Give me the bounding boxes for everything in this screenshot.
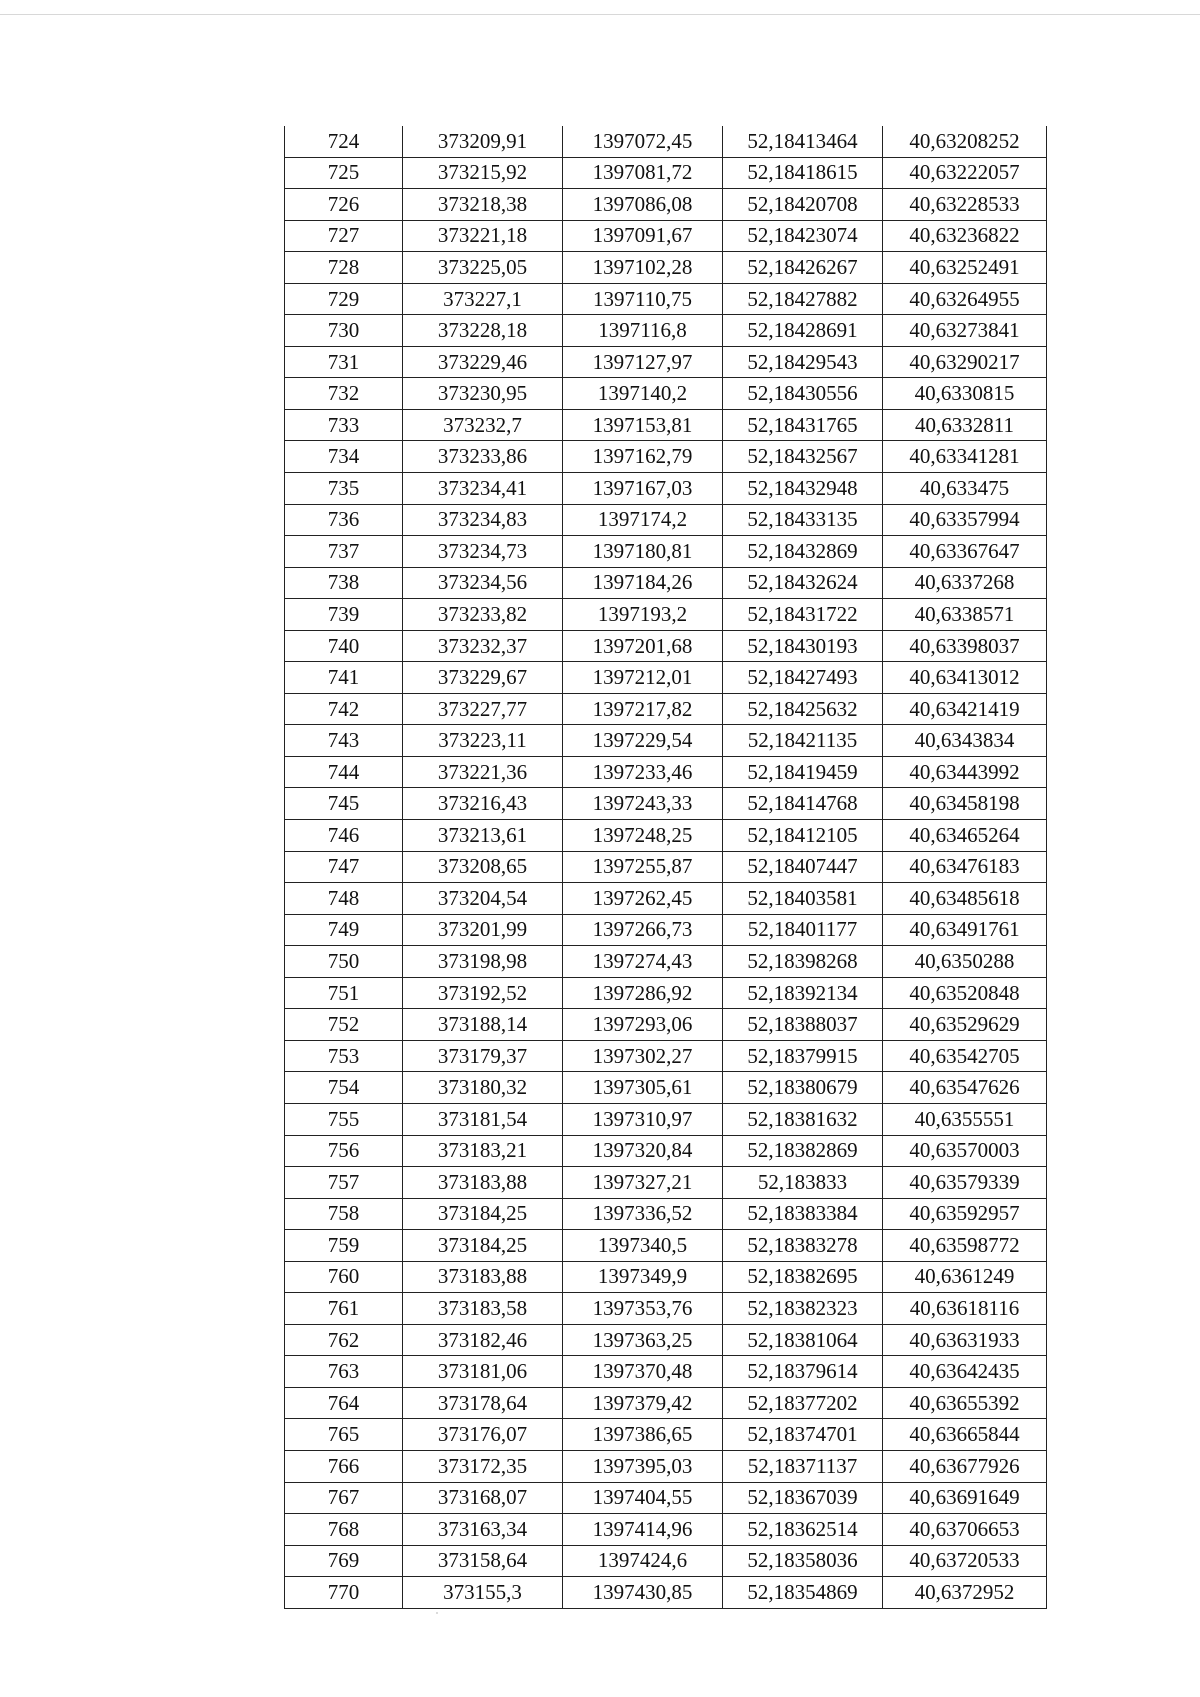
x-coordinate-cell: 373188,14: [403, 1009, 563, 1041]
latitude-cell: 52,18381064: [723, 1324, 883, 1356]
y-coordinate-cell: 1397217,82: [563, 693, 723, 725]
table-row: [285, 1040, 1047, 1072]
table-row: [285, 1419, 1047, 1451]
longitude-cell: 40,63491761: [883, 914, 1047, 946]
x-coordinate-cell: 373184,25: [403, 1198, 563, 1230]
point-number-cell: 738: [285, 567, 403, 599]
latitude-cell: 52,18432869: [723, 536, 883, 568]
latitude-cell: 52,18426267: [723, 252, 883, 284]
point-number-cell: 728: [285, 252, 403, 284]
point-number-cell: 740: [285, 630, 403, 662]
longitude-cell: 40,6355551: [883, 1103, 1047, 1135]
x-coordinate-cell: 373234,56: [403, 567, 563, 599]
table-row: [285, 1482, 1047, 1514]
longitude-cell: 40,63598772: [883, 1230, 1047, 1262]
y-coordinate-cell: 1397081,72: [563, 157, 723, 189]
y-coordinate-cell: 1397102,28: [563, 252, 723, 284]
x-coordinate-cell: 373192,52: [403, 977, 563, 1009]
y-coordinate-cell: 1397140,2: [563, 378, 723, 410]
longitude-cell: 40,63443992: [883, 756, 1047, 788]
x-coordinate-cell: 373218,38: [403, 189, 563, 221]
latitude-cell: 52,18432948: [723, 473, 883, 505]
table-row: [285, 567, 1047, 599]
x-coordinate-cell: 373208,65: [403, 851, 563, 883]
longitude-cell: 40,6330815: [883, 378, 1047, 410]
y-coordinate-cell: 1397229,54: [563, 725, 723, 757]
table-row: [285, 126, 1047, 157]
longitude-cell: 40,63236822: [883, 220, 1047, 252]
y-coordinate-cell: 1397266,73: [563, 914, 723, 946]
point-number-cell: 741: [285, 662, 403, 694]
point-number-cell: 768: [285, 1514, 403, 1546]
y-coordinate-cell: 1397430,85: [563, 1577, 723, 1609]
x-coordinate-cell: 373172,35: [403, 1450, 563, 1482]
latitude-cell: 52,18407447: [723, 851, 883, 883]
y-coordinate-cell: 1397305,61: [563, 1072, 723, 1104]
y-coordinate-cell: 1397386,65: [563, 1419, 723, 1451]
latitude-cell: 52,183833: [723, 1167, 883, 1199]
point-number-cell: 736: [285, 504, 403, 536]
table-row: [285, 977, 1047, 1009]
latitude-cell: 52,18429543: [723, 346, 883, 378]
latitude-cell: 52,18427882: [723, 283, 883, 315]
latitude-cell: 52,18421135: [723, 725, 883, 757]
y-coordinate-cell: 1397274,43: [563, 946, 723, 978]
y-coordinate-cell: 1397180,81: [563, 536, 723, 568]
y-coordinate-cell: 1397184,26: [563, 567, 723, 599]
y-coordinate-cell: 1397286,92: [563, 977, 723, 1009]
point-number-cell: 746: [285, 820, 403, 852]
latitude-cell: 52,18358036: [723, 1545, 883, 1577]
x-coordinate-cell: 373233,82: [403, 599, 563, 631]
x-coordinate-cell: 373227,77: [403, 693, 563, 725]
latitude-cell: 52,18433135: [723, 504, 883, 536]
x-coordinate-cell: 373183,88: [403, 1167, 563, 1199]
table-row: [285, 536, 1047, 568]
point-number-cell: 769: [285, 1545, 403, 1577]
longitude-cell: 40,63421419: [883, 693, 1047, 725]
x-coordinate-cell: 373168,07: [403, 1482, 563, 1514]
table-row: [285, 504, 1047, 536]
y-coordinate-cell: 1397424,6: [563, 1545, 723, 1577]
y-coordinate-cell: 1397349,9: [563, 1261, 723, 1293]
y-coordinate-cell: 1397320,84: [563, 1135, 723, 1167]
longitude-cell: 40,63476183: [883, 851, 1047, 883]
y-coordinate-cell: 1397379,42: [563, 1387, 723, 1419]
longitude-cell: 40,63341281: [883, 441, 1047, 473]
x-coordinate-cell: 373215,92: [403, 157, 563, 189]
table-row: [285, 788, 1047, 820]
longitude-cell: 40,6338571: [883, 599, 1047, 631]
latitude-cell: 52,18380679: [723, 1072, 883, 1104]
longitude-cell: 40,63222057: [883, 157, 1047, 189]
table-row: [285, 946, 1047, 978]
x-coordinate-cell: 373233,86: [403, 441, 563, 473]
x-coordinate-cell: 373179,37: [403, 1040, 563, 1072]
y-coordinate-cell: 1397116,8: [563, 315, 723, 347]
longitude-cell: 40,63547626: [883, 1072, 1047, 1104]
x-coordinate-cell: 373234,73: [403, 536, 563, 568]
point-number-cell: 749: [285, 914, 403, 946]
longitude-cell: 40,63529629: [883, 1009, 1047, 1041]
table-row: [285, 1324, 1047, 1356]
table-row: [285, 220, 1047, 252]
point-number-cell: 751: [285, 977, 403, 1009]
x-coordinate-cell: 373198,98: [403, 946, 563, 978]
table-row: [285, 473, 1047, 505]
point-number-cell: 770: [285, 1577, 403, 1609]
x-coordinate-cell: 373204,54: [403, 883, 563, 915]
point-number-cell: 750: [285, 946, 403, 978]
table-row: [285, 189, 1047, 221]
table-row: [285, 1545, 1047, 1577]
point-number-cell: 752: [285, 1009, 403, 1041]
x-coordinate-cell: 373158,64: [403, 1545, 563, 1577]
table-row: [285, 883, 1047, 915]
scan-speck: [436, 1612, 438, 1614]
point-number-cell: 724: [285, 126, 403, 157]
latitude-cell: 52,18418615: [723, 157, 883, 189]
y-coordinate-cell: 1397086,08: [563, 189, 723, 221]
table-row: [285, 1261, 1047, 1293]
x-coordinate-cell: 373209,91: [403, 126, 563, 157]
longitude-cell: 40,63273841: [883, 315, 1047, 347]
point-number-cell: 744: [285, 756, 403, 788]
x-coordinate-cell: 373213,61: [403, 820, 563, 852]
x-coordinate-cell: 373232,7: [403, 409, 563, 441]
table-row: [285, 283, 1047, 315]
table-row: [285, 756, 1047, 788]
table-row: [285, 693, 1047, 725]
x-coordinate-cell: 373183,21: [403, 1135, 563, 1167]
point-number-cell: 757: [285, 1167, 403, 1199]
y-coordinate-cell: 1397255,87: [563, 851, 723, 883]
x-coordinate-cell: 373234,83: [403, 504, 563, 536]
latitude-cell: 52,18419459: [723, 756, 883, 788]
y-coordinate-cell: 1397340,5: [563, 1230, 723, 1262]
table-row: [285, 1198, 1047, 1230]
latitude-cell: 52,18425632: [723, 693, 883, 725]
y-coordinate-cell: 1397414,96: [563, 1514, 723, 1546]
point-number-cell: 764: [285, 1387, 403, 1419]
longitude-cell: 40,63720533: [883, 1545, 1047, 1577]
table-row: [285, 409, 1047, 441]
point-number-cell: 734: [285, 441, 403, 473]
x-coordinate-cell: 373221,36: [403, 756, 563, 788]
point-number-cell: 737: [285, 536, 403, 568]
longitude-cell: 40,63691649: [883, 1482, 1047, 1514]
y-coordinate-cell: 1397174,2: [563, 504, 723, 536]
y-coordinate-cell: 1397091,67: [563, 220, 723, 252]
longitude-cell: 40,63631933: [883, 1324, 1047, 1356]
longitude-cell: 40,63592957: [883, 1198, 1047, 1230]
latitude-cell: 52,18383278: [723, 1230, 883, 1262]
point-number-cell: 753: [285, 1040, 403, 1072]
latitude-cell: 52,18374701: [723, 1419, 883, 1451]
point-number-cell: 756: [285, 1135, 403, 1167]
latitude-cell: 52,18430556: [723, 378, 883, 410]
longitude-cell: 40,63706653: [883, 1514, 1047, 1546]
longitude-cell: 40,63579339: [883, 1167, 1047, 1199]
point-number-cell: 743: [285, 725, 403, 757]
table-row: [285, 315, 1047, 347]
latitude-cell: 52,18427493: [723, 662, 883, 694]
point-number-cell: 754: [285, 1072, 403, 1104]
point-number-cell: 758: [285, 1198, 403, 1230]
longitude-cell: 40,63228533: [883, 189, 1047, 221]
latitude-cell: 52,18388037: [723, 1009, 883, 1041]
y-coordinate-cell: 1397162,79: [563, 441, 723, 473]
table-row: [285, 1103, 1047, 1135]
longitude-cell: 40,63264955: [883, 283, 1047, 315]
longitude-cell: 40,63570003: [883, 1135, 1047, 1167]
y-coordinate-cell: 1397293,06: [563, 1009, 723, 1041]
y-coordinate-cell: 1397327,21: [563, 1167, 723, 1199]
latitude-cell: 52,18430193: [723, 630, 883, 662]
latitude-cell: 52,18379915: [723, 1040, 883, 1072]
x-coordinate-cell: 373232,37: [403, 630, 563, 662]
point-number-cell: 747: [285, 851, 403, 883]
point-number-cell: 735: [285, 473, 403, 505]
y-coordinate-cell: 1397243,33: [563, 788, 723, 820]
latitude-cell: 52,18382869: [723, 1135, 883, 1167]
table-row: [285, 441, 1047, 473]
latitude-cell: 52,18403581: [723, 883, 883, 915]
x-coordinate-cell: 373221,18: [403, 220, 563, 252]
table-row: [285, 725, 1047, 757]
x-coordinate-cell: 373216,43: [403, 788, 563, 820]
latitude-cell: 52,18383384: [723, 1198, 883, 1230]
latitude-cell: 52,18367039: [723, 1482, 883, 1514]
latitude-cell: 52,18414768: [723, 788, 883, 820]
longitude-cell: 40,63642435: [883, 1356, 1047, 1388]
latitude-cell: 52,18423074: [723, 220, 883, 252]
y-coordinate-cell: 1397336,52: [563, 1198, 723, 1230]
table-row: [285, 252, 1047, 284]
y-coordinate-cell: 1397395,03: [563, 1450, 723, 1482]
longitude-cell: 40,63252491: [883, 252, 1047, 284]
point-number-cell: 727: [285, 220, 403, 252]
x-coordinate-cell: 373183,58: [403, 1293, 563, 1325]
point-number-cell: 733: [285, 409, 403, 441]
longitude-cell: 40,63542705: [883, 1040, 1047, 1072]
longitude-cell: 40,6343834: [883, 725, 1047, 757]
table-row: [285, 914, 1047, 946]
table-row: [285, 662, 1047, 694]
longitude-cell: 40,63458198: [883, 788, 1047, 820]
coordinates-table-body: [285, 126, 1047, 1608]
point-number-cell: 762: [285, 1324, 403, 1356]
point-number-cell: 739: [285, 599, 403, 631]
latitude-cell: 52,18431722: [723, 599, 883, 631]
y-coordinate-cell: 1397262,45: [563, 883, 723, 915]
y-coordinate-cell: 1397110,75: [563, 283, 723, 315]
point-number-cell: 767: [285, 1482, 403, 1514]
latitude-cell: 52,18413464: [723, 126, 883, 157]
latitude-cell: 52,18377202: [723, 1387, 883, 1419]
y-coordinate-cell: 1397248,25: [563, 820, 723, 852]
point-number-cell: 759: [285, 1230, 403, 1262]
latitude-cell: 52,18379614: [723, 1356, 883, 1388]
longitude-cell: 40,6350288: [883, 946, 1047, 978]
point-number-cell: 729: [285, 283, 403, 315]
point-number-cell: 732: [285, 378, 403, 410]
latitude-cell: 52,18420708: [723, 189, 883, 221]
y-coordinate-cell: 1397153,81: [563, 409, 723, 441]
latitude-cell: 52,18431765: [723, 409, 883, 441]
y-coordinate-cell: 1397302,27: [563, 1040, 723, 1072]
latitude-cell: 52,18428691: [723, 315, 883, 347]
y-coordinate-cell: 1397201,68: [563, 630, 723, 662]
latitude-cell: 52,18382695: [723, 1261, 883, 1293]
longitude-cell: 40,63398037: [883, 630, 1047, 662]
x-coordinate-cell: 373155,3: [403, 1577, 563, 1609]
latitude-cell: 52,18398268: [723, 946, 883, 978]
y-coordinate-cell: 1397363,25: [563, 1324, 723, 1356]
table-row: [285, 1230, 1047, 1262]
y-coordinate-cell: 1397353,76: [563, 1293, 723, 1325]
x-coordinate-cell: 373163,34: [403, 1514, 563, 1546]
x-coordinate-cell: 373184,25: [403, 1230, 563, 1262]
x-coordinate-cell: 373229,46: [403, 346, 563, 378]
y-coordinate-cell: 1397233,46: [563, 756, 723, 788]
table-row: [285, 1135, 1047, 1167]
table-row: [285, 1387, 1047, 1419]
point-number-cell: 763: [285, 1356, 403, 1388]
point-number-cell: 748: [285, 883, 403, 915]
x-coordinate-cell: 373229,67: [403, 662, 563, 694]
point-number-cell: 760: [285, 1261, 403, 1293]
x-coordinate-cell: 373225,05: [403, 252, 563, 284]
table-row: [285, 820, 1047, 852]
table-row: [285, 1072, 1047, 1104]
table-row: [285, 851, 1047, 883]
latitude-cell: 52,18432567: [723, 441, 883, 473]
table-row: [285, 1293, 1047, 1325]
scan-edge-line: [0, 14, 1200, 15]
table-row: [285, 1009, 1047, 1041]
x-coordinate-cell: 373182,46: [403, 1324, 563, 1356]
longitude-cell: 40,63677926: [883, 1450, 1047, 1482]
longitude-cell: 40,633475: [883, 473, 1047, 505]
x-coordinate-cell: 373181,54: [403, 1103, 563, 1135]
point-number-cell: 766: [285, 1450, 403, 1482]
latitude-cell: 52,18401177: [723, 914, 883, 946]
latitude-cell: 52,18432624: [723, 567, 883, 599]
longitude-cell: 40,63520848: [883, 977, 1047, 1009]
point-number-cell: 745: [285, 788, 403, 820]
table-row: [285, 346, 1047, 378]
y-coordinate-cell: 1397167,03: [563, 473, 723, 505]
point-number-cell: 726: [285, 189, 403, 221]
longitude-cell: 40,63208252: [883, 126, 1047, 157]
table-row: [285, 599, 1047, 631]
latitude-cell: 52,18381632: [723, 1103, 883, 1135]
x-coordinate-cell: 373223,11: [403, 725, 563, 757]
point-number-cell: 761: [285, 1293, 403, 1325]
point-number-cell: 742: [285, 693, 403, 725]
longitude-cell: 40,6337268: [883, 567, 1047, 599]
point-number-cell: 731: [285, 346, 403, 378]
y-coordinate-cell: 1397072,45: [563, 126, 723, 157]
longitude-cell: 40,6372952: [883, 1577, 1047, 1609]
table-row: [285, 1450, 1047, 1482]
longitude-cell: 40,63665844: [883, 1419, 1047, 1451]
x-coordinate-cell: 373201,99: [403, 914, 563, 946]
y-coordinate-cell: 1397370,48: [563, 1356, 723, 1388]
table-row: [285, 157, 1047, 189]
point-number-cell: 755: [285, 1103, 403, 1135]
y-coordinate-cell: 1397212,01: [563, 662, 723, 694]
table-row: [285, 1577, 1047, 1609]
table-row: [285, 378, 1047, 410]
longitude-cell: 40,63465264: [883, 820, 1047, 852]
table-row: [285, 1514, 1047, 1546]
longitude-cell: 40,63357994: [883, 504, 1047, 536]
longitude-cell: 40,63367647: [883, 536, 1047, 568]
y-coordinate-cell: 1397127,97: [563, 346, 723, 378]
latitude-cell: 52,18362514: [723, 1514, 883, 1546]
y-coordinate-cell: 1397404,55: [563, 1482, 723, 1514]
point-number-cell: 725: [285, 157, 403, 189]
table-row: [285, 630, 1047, 662]
longitude-cell: 40,6361249: [883, 1261, 1047, 1293]
latitude-cell: 52,18382323: [723, 1293, 883, 1325]
point-number-cell: 730: [285, 315, 403, 347]
longitude-cell: 40,63655392: [883, 1387, 1047, 1419]
longitude-cell: 40,63485618: [883, 883, 1047, 915]
longitude-cell: 40,63290217: [883, 346, 1047, 378]
latitude-cell: 52,18412105: [723, 820, 883, 852]
x-coordinate-cell: 373176,07: [403, 1419, 563, 1451]
latitude-cell: 52,18354869: [723, 1577, 883, 1609]
table-row: [285, 1356, 1047, 1388]
x-coordinate-cell: 373180,32: [403, 1072, 563, 1104]
y-coordinate-cell: 1397193,2: [563, 599, 723, 631]
coordinates-table: [284, 126, 1047, 1609]
x-coordinate-cell: 373230,95: [403, 378, 563, 410]
longitude-cell: 40,6332811: [883, 409, 1047, 441]
x-coordinate-cell: 373181,06: [403, 1356, 563, 1388]
x-coordinate-cell: 373228,18: [403, 315, 563, 347]
x-coordinate-cell: 373178,64: [403, 1387, 563, 1419]
x-coordinate-cell: 373227,1: [403, 283, 563, 315]
x-coordinate-cell: 373234,41: [403, 473, 563, 505]
coordinates-table-container: [284, 126, 1046, 1609]
latitude-cell: 52,18371137: [723, 1450, 883, 1482]
latitude-cell: 52,18392134: [723, 977, 883, 1009]
point-number-cell: 765: [285, 1419, 403, 1451]
x-coordinate-cell: 373183,88: [403, 1261, 563, 1293]
table-row: [285, 1167, 1047, 1199]
y-coordinate-cell: 1397310,97: [563, 1103, 723, 1135]
longitude-cell: 40,63413012: [883, 662, 1047, 694]
longitude-cell: 40,63618116: [883, 1293, 1047, 1325]
